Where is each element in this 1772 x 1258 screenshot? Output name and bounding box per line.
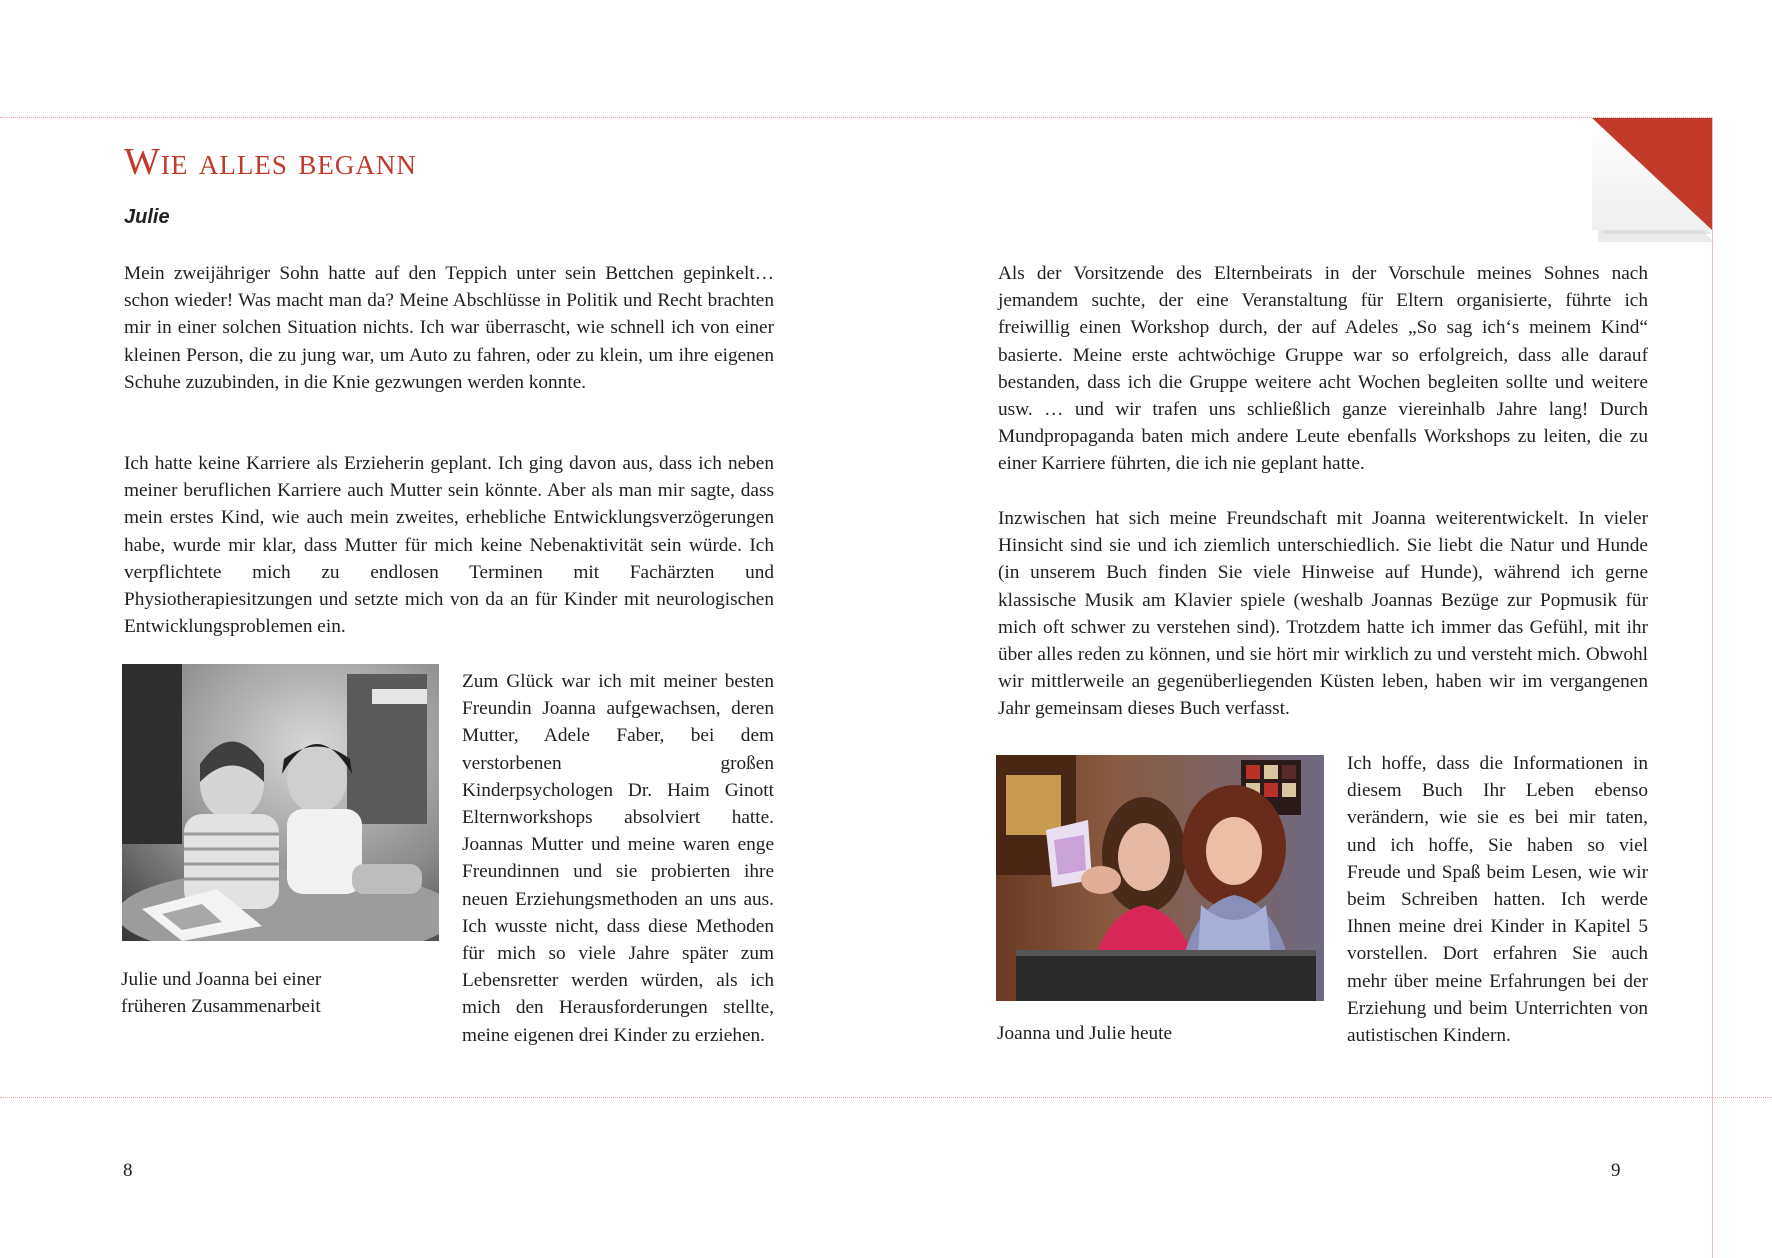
page-curl-corner-icon xyxy=(1592,118,1714,242)
chapter-heading: Wie alles begann xyxy=(124,141,417,183)
right-paragraph-1: Als der Vorsitzende des Elternbeirats in der Vorschule meines Sohnes nach jemandem suchte, der eine Veranstaltung für Eltern organisierte, führte ich freiwillig einen Workshop durch, der auf Adeles „So sag ich‘s meinem Kind“ basierte. Meine erste achtwöchige Gruppe war so erfolgreich, dass alle darauf bestanden, dass ich die Gruppe weitere acht Wochen begleiten sollte und weitere usw. … und wir trafen uns schließlich ganze viereinhalb Jahre lang! Durch Mundpropaganda baten mich andere Leute ebenfalls Workshops zu leiten, die zu einer Karriere führten, die ich nie geplant hatte. xyxy=(998,263,1648,475)
right-paragraph-2: Inzwischen hat sich meine Freundschaft mit Joanna weiterentwickelt. In vieler Hinsicht sind sie und ich ziemlich unterschiedlich. Sie liebt die Natur und Hunde (in unserem Buch finden Sie viele Hinweise auf Hunde), während ich gerne klassische Musik am Klavier spiele (weshalb Joannas Bezüge zur Popmusik für mich oft schwer zu verstehen sind). Trotzdem hatte ich immer das Gefühl, mit ihr über alles reden zu können, und sie hört mir wirklich zu und versteht mich. Obwohl wir mittlerweile an gegenüberliegenden Küsten leben, haben wir im vergangenen Jahr gemeinsam dieses Buch verfasst. xyxy=(998,508,1648,720)
bottom-dotted-rule xyxy=(0,1097,1772,1098)
present-day-photo xyxy=(996,755,1324,1001)
childhood-photo-caption: Julie und Joanna bei einer früheren Zusammenarbeit xyxy=(121,969,322,1018)
present-day-photo-caption: Joanna und Julie heute xyxy=(997,1023,1173,1044)
right-margin-rule xyxy=(1712,117,1713,1258)
page-number-right: 9 xyxy=(1611,1160,1621,1181)
right-paragraph-3: Ich hoffe, dass die Informationen in diesem Buch Ihr Leben ebenso verändern, wie sie es bei mir taten, und ich hoffe, Sie haben so viel Freude und Spaß beim Lesen, wie wir beim Schreiben hatten. Ich werde Ihnen meine drei Kinder in Kapitel 5 vorstellen. Dort erfahren Sie auch mehr über meine Erfahrungen bei der Erziehung und beim Unterrichten von autistischen Kindern. xyxy=(1347,753,1648,1047)
author-subheading: Julie xyxy=(124,206,170,228)
left-paragraph-2: Ich hatte keine Karriere als Erzieherin geplant. Ich ging davon aus, dass ich neben meiner beruflichen Karriere auch Mutter sein könnte. Aber als man mir sagte, dass mein erstes Kind, wie auch mein zweites, erhebliche Entwicklungsverzögerungen habe, wurde mir klar, dass Mutter für mich keine Nebenaktivität sein würde. Ich verpflichtete mich zu endlosen Terminen mit Fachärzten und Physiotherapiesitzungen und setzte mich von da an für Kinder mit neurologischen Entwicklungsproblemen ein. xyxy=(124,453,774,638)
top-dotted-rule xyxy=(0,117,1712,118)
left-paragraph-1: Mein zweijähriger Sohn hatte auf den Teppich unter sein Bettchen gepinkelt… schon wieder! Was macht man da? Meine Abschlüsse in Politik und Recht brachten mir in einer solchen Situation nichts. Ich war überrascht, wie schnell ich von einer kleinen Person, die zu jung war, um Auto zu fahren, oder zu klein, um ihre eigenen Schuhe zuzubinden, in die Knie gezwungen werden konnte. xyxy=(124,263,774,393)
left-paragraph-3: Zum Glück war ich mit meiner besten Freundin Joanna aufgewachsen, deren Mutter, Adele Faber, bei dem verstorbenen großen Kinderpsychologen Dr. Haim Ginott Elternworkshops absolviert hatte. Joannas Mutter und meine waren enge Freundinnen und sie probierten ihre neuen Erziehungsmethoden an uns aus. Ich wusste nicht, dass diese Methoden für mich so viele Jahre später zum Lebensretter werden würden, als ich mich den Herausforderungen stellte, meine eigenen drei Kinder zu erziehen. xyxy=(462,671,774,1046)
page-number-left: 8 xyxy=(123,1160,133,1181)
childhood-photo xyxy=(122,664,439,941)
